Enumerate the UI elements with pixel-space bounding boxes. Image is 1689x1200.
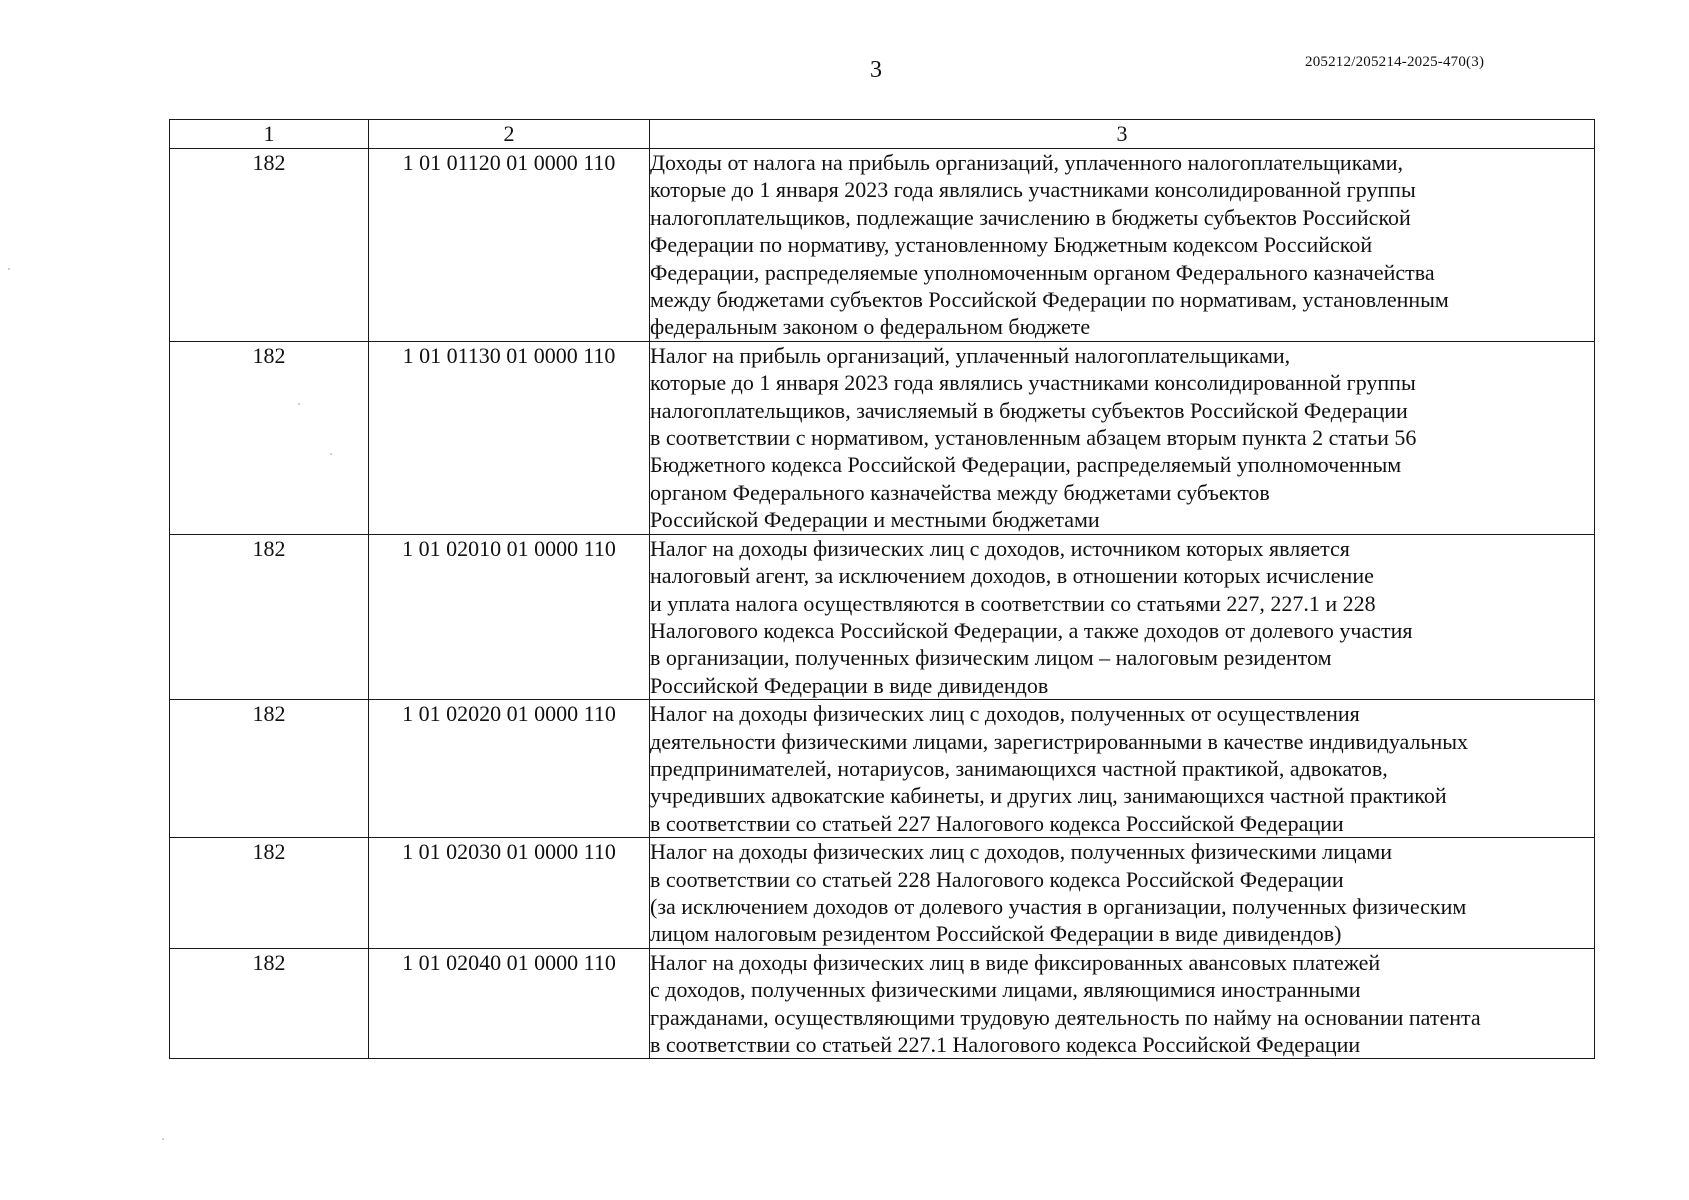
description-line: с доходов, полученных физическими лицами, являющимися иностранными	[650, 977, 1361, 1003]
description-line: Бюджетного кодекса Российской Федерации, распределяемый уполномоченным	[650, 452, 1402, 478]
admin-code-cell: 182	[170, 838, 369, 949]
description-line: органом Федерального казначейства между бюджетами субъектов	[650, 479, 1270, 505]
admin-code-cell: 182	[170, 149, 369, 342]
description-cell	[650, 948, 1595, 1059]
description-line: налогоплательщиков, подлежащие зачислению в бюджеты субъектов Российской	[650, 204, 1411, 230]
description-line: учредивших адвокатские кабинеты, и других лиц, занимающихся частной практикой	[650, 783, 1447, 809]
description-line: Доходы от налога на прибыль организаций, уплаченного налогоплательщиками,	[650, 150, 1404, 175]
column-header-3: 3	[650, 120, 1595, 149]
description-line: Федерации, распределяемые уполномоченным органом Федерального казначейства	[650, 259, 1435, 285]
description-line: между бюджетами субъектов Российской Федерации по нормативам, установленным	[650, 287, 1449, 313]
table-header-row	[170, 120, 1595, 149]
revenue-classification-table	[169, 119, 1595, 1059]
column-header-1: 1	[170, 120, 369, 149]
description-line: деятельности физическими лицами, зарегистрированными в качестве индивидуальных	[650, 728, 1469, 754]
table-row	[170, 700, 1595, 838]
description-cell	[650, 149, 1595, 342]
admin-code-cell: 182	[170, 341, 369, 534]
description-line: которые до 1 января 2023 года являлись участниками консолидированной группы	[650, 177, 1416, 203]
description-line: налогоплательщиков, зачисляемый в бюджеты субъектов Российской Федерации	[650, 397, 1408, 423]
description-line: гражданами, осуществляющими трудовую деятельность по найму на основании патента	[650, 1004, 1481, 1030]
description-line: которые до 1 января 2023 года являлись участниками консолидированной группы	[650, 370, 1416, 396]
description-line: Налог на доходы физических лиц с доходов, полученных от осуществления	[650, 701, 1360, 727]
description-line: Федерации по нормативу, установленному Бюджетным кодексом Российской	[650, 232, 1373, 258]
table-row	[170, 948, 1595, 1059]
table-row	[170, 534, 1595, 699]
description-line: Налог на доходы физических лиц с доходов, источником которых является	[650, 535, 1350, 561]
kbk-code-cell: 1 01 01120 01 0000 110	[369, 149, 650, 342]
description-line: Налог на доходы физических лиц с доходов, полученных физическими лицами	[650, 839, 1393, 865]
admin-code-cell: 182	[170, 948, 369, 1059]
description-line: Налог на прибыль организаций, уплаченный налогоплательщиками,	[650, 342, 1291, 368]
description-line: в организации, полученных физическим лицом – налоговым резидентом	[650, 645, 1332, 671]
description-cell	[650, 341, 1595, 534]
description-line: Российской Федерации в виде дивидендов	[650, 672, 1049, 698]
kbk-code-cell: 1 01 02020 01 0000 110	[369, 700, 650, 838]
table-row	[170, 341, 1595, 534]
description-line: в соответствии с нормативом, установленным абзацем вторым пункта 2 статьи 56	[650, 425, 1417, 451]
description-line: в соответствии со статьей 227 Налогового кодекса Российской Федерации	[650, 810, 1344, 836]
description-line: налоговый агент, за исключением доходов, в отношении которых исчисление	[650, 563, 1374, 589]
description-cell	[650, 700, 1595, 838]
table-body	[170, 149, 1595, 1059]
column-header-2: 2	[369, 120, 650, 149]
kbk-code-cell: 1 01 02040 01 0000 110	[369, 948, 650, 1059]
admin-code-cell: 182	[170, 534, 369, 699]
kbk-code-cell: 1 01 01130 01 0000 110	[369, 341, 650, 534]
kbk-code-cell: 1 01 02030 01 0000 110	[369, 838, 650, 949]
scan-speck	[8, 268, 10, 270]
description-line: в соответствии со статьей 228 Налогового кодекса Российской Федерации	[650, 866, 1344, 892]
description-line: федеральным законом о федеральном бюджете	[650, 314, 1091, 340]
admin-code-cell: 182	[170, 700, 369, 838]
scan-speck	[162, 1138, 164, 1140]
table-row	[170, 149, 1595, 342]
description-line: в соответствии со статьей 227.1 Налогового кодекса Российской Федерации	[650, 1032, 1361, 1057]
table-row	[170, 838, 1595, 949]
document-id: 205212/205214-2025-470(3)	[1305, 54, 1485, 70]
page-number: 3	[870, 57, 882, 83]
description-line: (за исключением доходов от долевого участия в организации, полученных физическим	[650, 893, 1467, 919]
description-line: Российской Федерации и местными бюджетами	[650, 507, 1100, 533]
description-line: лицом налоговым резидентом Российской Федерации в виде дивидендов)	[650, 921, 1342, 947]
description-line: предпринимателей, нотариусов, занимающихся частной практикой, адвокатов,	[650, 755, 1388, 781]
description-cell	[650, 838, 1595, 949]
kbk-code-cell: 1 01 02010 01 0000 110	[369, 534, 650, 699]
description-line: Налог на доходы физических лиц в виде фиксированных авансовых платежей	[650, 949, 1381, 975]
description-line: и уплата налога осуществляются в соответствии со статьями 227, 227.1 и 228	[650, 590, 1376, 616]
description-line: Налогового кодекса Российской Федерации, а также доходов от долевого участия	[650, 617, 1413, 643]
description-cell	[650, 534, 1595, 699]
